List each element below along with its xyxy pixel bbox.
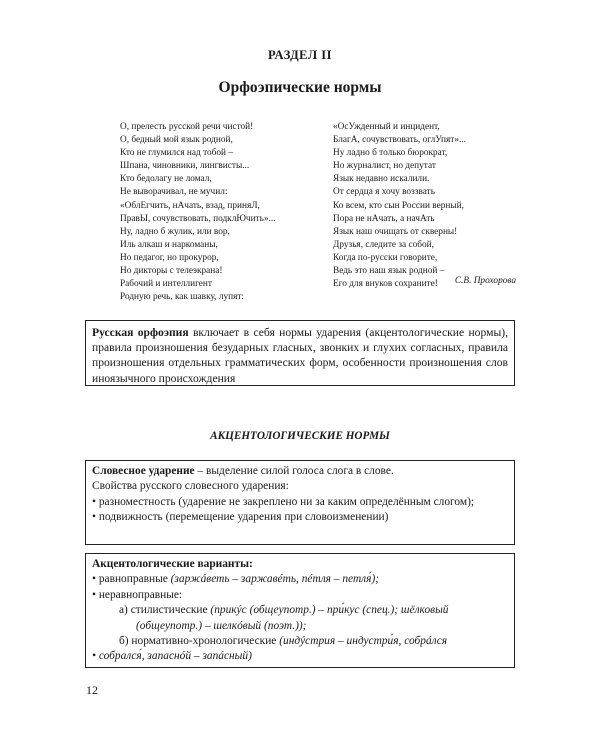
poem-line: Язык недавно искалили.	[333, 174, 430, 185]
stress-property-1: • разноместность (ударение не закреплено ни за каким определённым слогом);	[92, 495, 475, 508]
variants-title: Акцентологические варианты:	[92, 558, 253, 570]
variants-normative-label: б) нормативно-хронологические	[119, 635, 280, 648]
poem-line: Но педагог, но прокурор,	[120, 252, 219, 263]
section-subheading: АКЦЕНТОЛОГИЧЕСКИЕ НОРМЫ	[210, 430, 390, 442]
poem-line: Язык наш очищать от скверны!	[333, 226, 458, 237]
poem-line: Родную речь, как шавку, лупят:	[120, 292, 245, 303]
poem-line: Рабочий и интеллигент	[120, 279, 212, 290]
poem-line: «ОблЕгчить, нАчать, взад, приняЛ,	[120, 200, 260, 211]
poem-line: Друзья, следите за собой,	[333, 239, 434, 250]
accent-variants-box	[85, 553, 515, 668]
variants-stylistic-examples-1: (прикýс (общеупотр.) – при́кус (спец.); шёлковый	[210, 604, 449, 617]
variants-stylistic	[92, 603, 508, 618]
poem-right-column	[333, 121, 466, 291]
variants-stylistic-examples-2: (общеупотр.) – шелкóвый (поэт.));	[136, 619, 307, 632]
variants-normative-examples: (индýстрия – индустри́я, собрáлся	[279, 635, 448, 648]
section-label: РАЗДЕЛ II	[267, 48, 333, 62]
poem-line: О, бедный мой язык родной,	[120, 135, 233, 146]
page-title: Орфоэпические нормы	[218, 79, 382, 96]
poem-line: Ну ладно б только бюрократ,	[333, 148, 448, 159]
poem-line: Но журналист, но депутат	[333, 161, 436, 172]
stress-definition	[92, 464, 508, 479]
definition-text: включает в себя нормы ударения (акцентологические нормы), правила произношения безударных гласных, звонких и глухих согласных, правила произношения отдельных грамматических форм, особенности произношения слов иноязычного происхождения	[92, 326, 508, 385]
variants-normative	[92, 634, 508, 649]
variants-stylistic-label: а) стилистические	[119, 604, 211, 617]
poem-left-column	[120, 121, 275, 304]
poem-line: Кто не глумился над тобой –	[120, 148, 233, 159]
poem-line: БлагА, сочувствовать, оглУпят»...	[333, 135, 466, 146]
poem-line: Ко всем, кто сын России верный,	[333, 200, 464, 211]
poem-line: «ОсУжденный и инцидент,	[333, 122, 440, 132]
definition-term: Русская орфоэпия	[92, 326, 189, 339]
poem-line: О, прелесть русской речи чистой!	[120, 122, 254, 132]
stress-definition-box	[85, 460, 515, 545]
poem-line: Шпана, чиновники, лингвисты...	[120, 161, 250, 172]
variants-equal-label: • равноправные	[92, 573, 171, 586]
definition-box	[85, 320, 515, 386]
stress-term-rest: – выделение силой голоса слога в слове.	[194, 465, 394, 477]
variants-last-line: • собрался́, запаснóй – запáсный)	[92, 650, 252, 663]
variants-equal	[92, 572, 508, 587]
variants-unequal-label: • неравноправные:	[92, 588, 183, 601]
poem-line: От сердца я хочу воззвать	[333, 187, 435, 198]
poem-line: Ну, ладно б жулик, или вор,	[120, 226, 230, 237]
poem-line: Когда по-русски говорите,	[333, 252, 438, 263]
variants-equal-examples: (заржáветь – заржавéть, пéтля – петля́);	[170, 573, 380, 586]
page-number: 12	[86, 683, 98, 697]
poem-line: ПравЫ, сочувствовать, подклЮчить»...	[120, 213, 276, 224]
poem-line: Его для внуков сохраните!	[333, 279, 438, 290]
poem-line: Но дикторы с телеэкрана!	[120, 266, 223, 277]
poem-author: С.В. Прохорова	[454, 276, 516, 286]
poem-line: Ведь это наш язык родной –	[333, 266, 445, 277]
stress-properties-title: Свойства русского словесного ударения:	[92, 480, 289, 493]
poem-line: Пора не нАчать, а начАть	[333, 213, 435, 224]
poem-line: Кто бедолагу не ломал,	[120, 174, 212, 185]
stress-property-2: • подвижность (перемещение ударения при словоизменении)	[92, 511, 389, 524]
stress-term: Словесное ударение	[92, 465, 195, 477]
poem-line: Не выворачивал, не мучил:	[120, 187, 228, 198]
poem-line: Иль алкаш и наркоманы,	[120, 239, 218, 250]
